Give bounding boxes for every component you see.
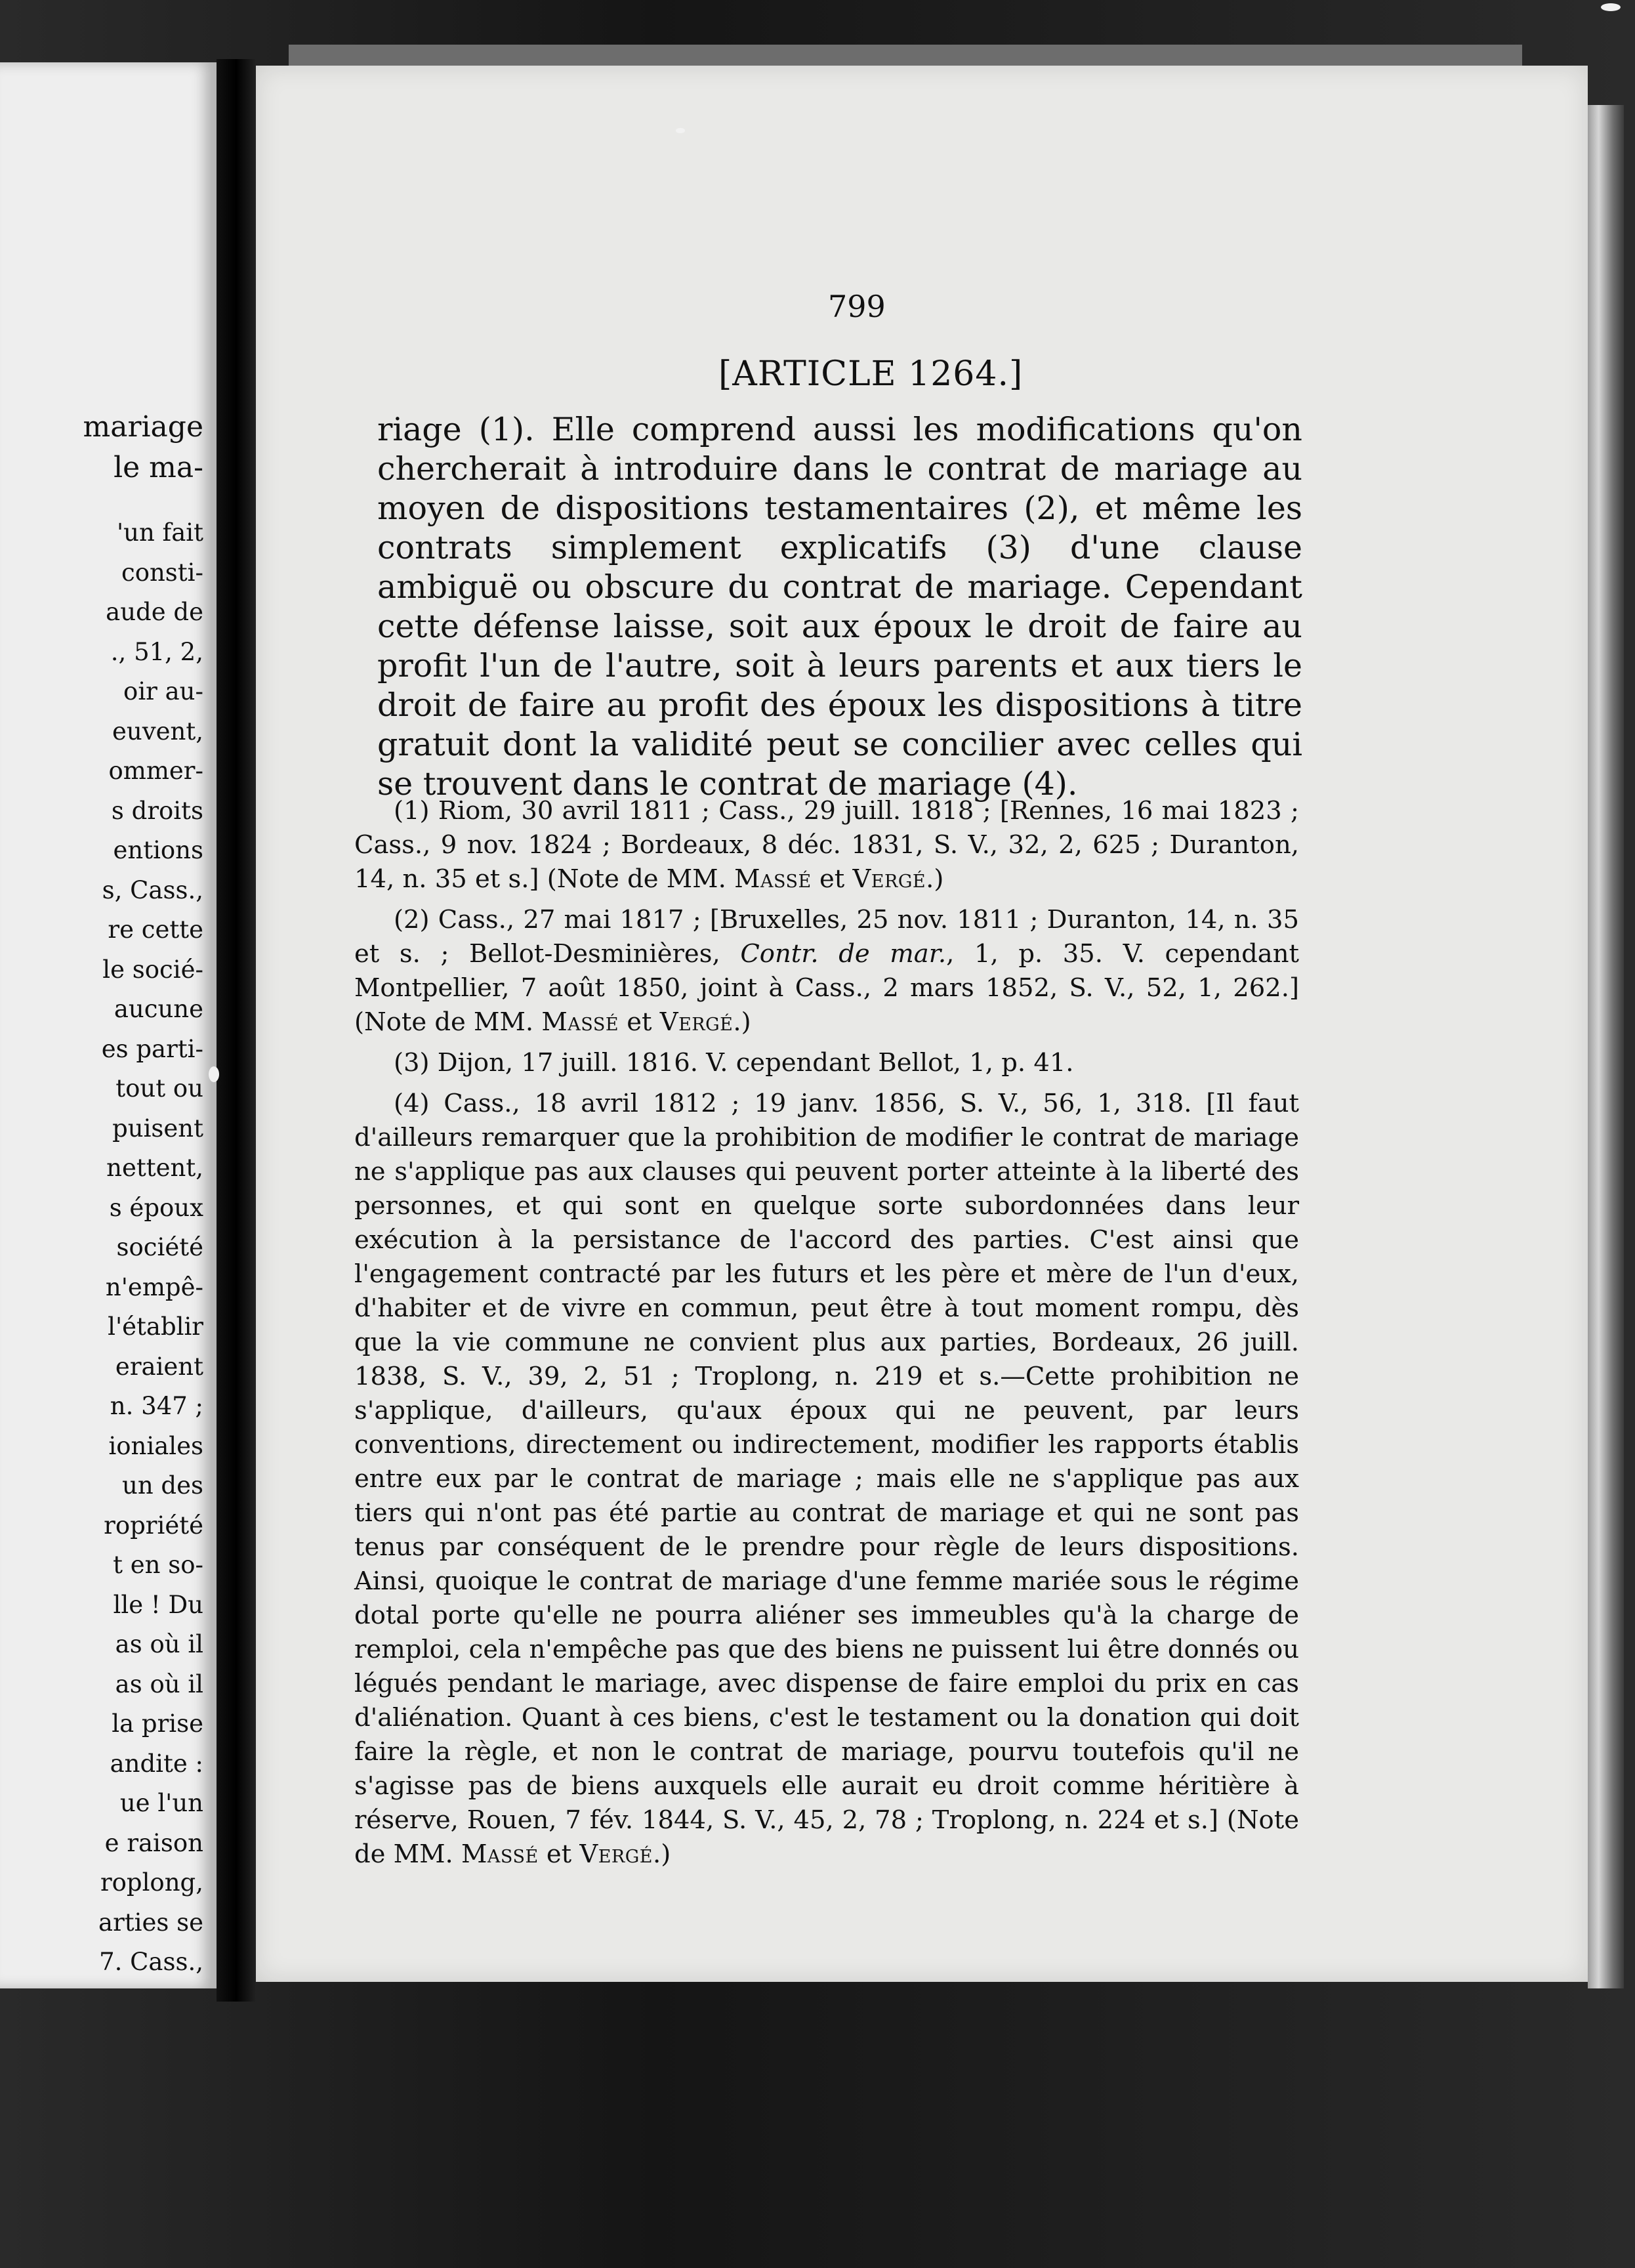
previous-page-line: s, Cass., bbox=[102, 875, 203, 904]
main-paragraph: riage (1). Elle comprend aussi les modifications qu'on chercherait à introduire dans le contrat de mariage au moyen de dispositions testamentaires (2), et même les contrats simplement explicatifs (3) d'une clause ambiguë ou obscure du contrat de mariage. Cependant cette défense laisse, soit aux époux le droit de faire au profit l'un de l'autre, soit à leurs parents et aux tiers le droit de faire au profit des époux les dispositions à titre gratuit dont la validité peut se concilier avec celles qui se trouvent dans le contrat de mariage (4). bbox=[377, 411, 1302, 803]
previous-page-line: t en so- bbox=[113, 1551, 203, 1579]
conjunction: et bbox=[538, 1839, 580, 1869]
author-verge: Vergé bbox=[659, 1007, 734, 1037]
footnote-1 bbox=[354, 794, 1299, 896]
footnote-2 bbox=[354, 903, 1299, 1040]
footnote-2-text-b: , 1, p. 35. V. cependant Montpellier, 7 août 1850, joint à Cass., 2 mars 1852, S. V., 52, 1, 262.] (Note de MM. bbox=[354, 939, 1299, 1037]
footnote-2-italic-title: Contr. de mar. bbox=[740, 939, 947, 969]
conjunction: et bbox=[619, 1007, 660, 1037]
previous-page-line: nettent, bbox=[106, 1154, 203, 1182]
dust-speck bbox=[1601, 3, 1621, 11]
previous-page-line: 'un fait bbox=[116, 518, 203, 547]
footnote-4-text: (4) Cass., 18 avril 1812 ; 19 janv. 1856, S. V., 56, 1, 318. [Il faut d'ailleurs remarquer que la prohibition de modifier le contrat de mariage ne s'applique pas aux clauses qui peuvent porter atteinte à la liberté des personnes, et qui sont en quelque sorte subordonnées dans leur exécution à la persistance de l'accord des parties. C'est ainsi que l'engagement contracté par les futurs et les père et mère de l'un d'eux, d'habiter et de vivre en commun, peut être à tout moment rompu, dès que la vie commune ne convient plus aux parties, Bordeaux, 26 juill. 1838, S. V., 39, 2, 51 ; Troplong, n. 219 et s.—Cette prohibition ne s'applique, d'ailleurs, qu'aux époux qui ne peuvent, par leurs conventions, directement ou indirectement, modifier les rapports établis entre eux par le contrat de mariage ; mais elle ne s'applique pas aux tiers qui n'ont pas été partie au contrat de mariage et qui ne sont pas tenus par conséquent de le prendre pour règle de leurs dispositions. Ainsi, quoique le contrat de mariage d'une femme mariée sous le régime dotal porte qu'elle ne pourra aliéner ses immeubles qu'à la charge de remploi, cela n'empêche pas que des biens ne puissent lui être donnés ou légués pendant le mariage, avec dispense de faire emploi du prix en cas d'aliénation. Quant à ces biens, c'est le testament ou la donation qui doit faire la règle, et non le contrat de mariage, pourvu toutefois qu'il ne s'agisse pas de biens auxquels elle aurait eu droit comme héritière à réserve, Rouen, 7 fév. 1844, S. V., 45, 2, 78 ; Troplong, n. 224 et s.] (Note de MM. bbox=[354, 1089, 1299, 1869]
previous-page-line: eraient bbox=[115, 1352, 203, 1381]
footnote-4-end: .) bbox=[653, 1839, 671, 1869]
previous-page-line: ropriété bbox=[104, 1511, 203, 1540]
previous-page-line: le ma- bbox=[114, 451, 203, 484]
footnote-1-text: (1) Riom, 30 avril 1811 ; Cass., 29 juill. 1818 ; [Rennes, 16 mai 1823 ; Cass., 9 nov. 1824 ; Bordeaux, 8 déc. 1831, S. V., 32, 2, 625 ; Duranton, 14, n. 35 et s.] (Note de MM. bbox=[354, 796, 1299, 894]
previous-page-line: puisent bbox=[112, 1114, 203, 1143]
author-masse: Massé bbox=[541, 1007, 619, 1037]
previous-page-line: consti- bbox=[121, 558, 203, 587]
footnote-4 bbox=[354, 1087, 1299, 1872]
previous-page-line: ioniales bbox=[108, 1431, 203, 1460]
previous-page-line: re cette bbox=[108, 915, 203, 944]
previous-page-line: entions bbox=[113, 836, 203, 864]
footnotes bbox=[354, 794, 1299, 1878]
author-verge: Vergé bbox=[852, 864, 926, 894]
previous-page-line: mariage bbox=[83, 410, 203, 444]
footnote-3-text: (3) Dijon, 17 juill. 1816. V. cependant Bellot, 1, p. 41. bbox=[394, 1048, 1074, 1078]
page-stack-edge bbox=[1588, 105, 1624, 1988]
footnote-2-text-a: (2) Cass., 27 mai 1817 ; [Bruxelles, 25 nov. 1811 ; Duranton, 14, n. 35 et s. ; Bellot-Desminières, bbox=[354, 905, 1299, 969]
previous-page-fragment bbox=[0, 62, 217, 1988]
previous-page-line: aucune bbox=[114, 995, 203, 1023]
footnote-2-end: .) bbox=[733, 1007, 751, 1037]
previous-page-line: tout ou bbox=[115, 1074, 203, 1102]
author-masse: Massé bbox=[461, 1839, 539, 1869]
previous-page-line: lle ! Du bbox=[113, 1590, 203, 1619]
previous-page-line: l'établir bbox=[108, 1312, 203, 1341]
previous-page-line: la prise bbox=[112, 1710, 203, 1738]
previous-page-line: société bbox=[116, 1233, 203, 1261]
previous-page-line: arties se bbox=[98, 1908, 203, 1937]
page-number: 799 bbox=[828, 289, 886, 324]
footnote-1-end: .) bbox=[926, 864, 944, 894]
previous-page-line: le socié- bbox=[102, 955, 203, 984]
author-masse: Massé bbox=[734, 864, 812, 894]
previous-page-line: andite : bbox=[110, 1749, 203, 1778]
previous-page-line: aude de bbox=[106, 598, 203, 626]
previous-page-line: es parti- bbox=[101, 1034, 203, 1063]
previous-page-line: ue l'un bbox=[119, 1789, 203, 1817]
article-heading: [ARTICLE 1264.] bbox=[718, 354, 1024, 394]
dust-speck bbox=[676, 128, 685, 133]
footnote-3 bbox=[354, 1046, 1299, 1080]
previous-page-line: oir au- bbox=[123, 677, 203, 705]
previous-page-line: s époux bbox=[109, 1193, 203, 1222]
previous-page-line: as où il bbox=[115, 1630, 203, 1658]
previous-page-line: un des bbox=[122, 1471, 203, 1500]
author-verge: Vergé bbox=[579, 1839, 653, 1869]
previous-page-line: euvent, bbox=[112, 717, 203, 746]
previous-page-line: roplong, bbox=[100, 1868, 203, 1897]
conjunction: et bbox=[811, 864, 853, 894]
previous-page-line: s droits bbox=[111, 796, 203, 825]
previous-page-line: as où il bbox=[115, 1670, 203, 1698]
previous-page-line: 7. Cass., bbox=[99, 1948, 203, 1976]
book-gutter bbox=[217, 59, 256, 2002]
previous-page-line: ommer- bbox=[108, 757, 203, 785]
dust-speck bbox=[209, 1066, 219, 1082]
previous-page-line: n. 347 ; bbox=[110, 1392, 203, 1420]
previous-page-line: n'empê- bbox=[105, 1272, 203, 1301]
previous-page-line: e raison bbox=[104, 1828, 203, 1857]
previous-page-line: ., 51, 2, bbox=[110, 637, 203, 666]
